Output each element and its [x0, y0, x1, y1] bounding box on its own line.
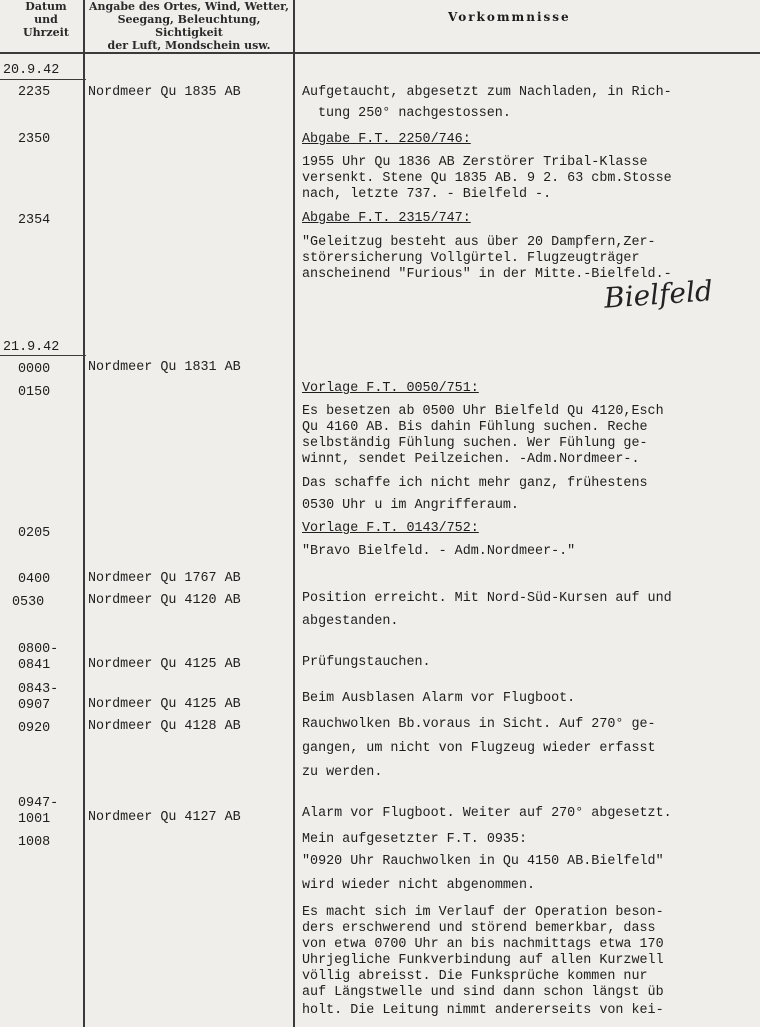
entry-line: tung 250° nachgestossen.: [318, 106, 511, 121]
date-label: 21.9.42: [3, 340, 60, 355]
entry-line: Mein aufgesetzter F.T. 0935:: [302, 832, 527, 847]
header-date-time: Datum und Uhrzeit: [23, 0, 69, 39]
entry-line: winnt, sendet Peilzeichen. -Adm.Nordmeer-.: [302, 452, 640, 467]
entry-time: 0530: [12, 595, 45, 610]
entry-line: Es besetzen ab 0500 Uhr Bielfeld Qu 4120,Esch: [302, 404, 664, 419]
entry-time: 0000: [18, 362, 51, 377]
entry-line: auf Längstwelle und sind dann schon längst üb: [302, 985, 664, 1000]
entry-location: Nordmeer Qu 1835 AB: [88, 85, 241, 100]
entry-line: selbständig Fühlung suchen. Wer Fühlung ge-: [302, 436, 648, 451]
column-rule-2: [293, 0, 295, 1027]
entry-line: 0530 Uhr u im Angrifferaum.: [302, 498, 519, 513]
entry-location: Nordmeer Qu 4127 AB: [88, 810, 241, 825]
entry-line: versenkt. Stene Qu 1835 AB. 9 2. 63 cbm.Stosse: [302, 171, 672, 186]
entry-line: störersicherung Vollgürtel. Flugzeugträger: [302, 251, 640, 266]
entry-time: 0947-: [18, 796, 59, 811]
entry-line: nach, letzte 737. - Bielfeld -.: [302, 187, 552, 202]
entry-line: holt. Die Leitung nimmt andererseits von kei-: [302, 1003, 664, 1018]
header-location: Angabe des Ortes, Wind, Wetter, Seegang, Beleuchtung, Sichtigkeit der Luft, Mondschein usw.: [88, 0, 290, 52]
entry-location: Nordmeer Qu 4125 AB: [88, 657, 241, 672]
date-rule-1: [0, 79, 86, 80]
entry-line: wird wieder nicht abgenommen.: [302, 878, 536, 893]
entry-location: Nordmeer Qu 4125 AB: [88, 697, 241, 712]
entry-time: 2354: [18, 213, 51, 228]
entry-line: Alarm vor Flugboot. Weiter auf 270° abgesetzt.: [302, 806, 672, 821]
entry-line: Es macht sich im Verlauf der Operation beson-: [302, 905, 664, 920]
entry-time: 2350: [18, 132, 51, 147]
entry-line: anscheinend "Furious" in der Mitte.-Bielfeld.-: [302, 267, 672, 282]
entry-line: Aufgetaucht, abgesetzt zum Nachladen, in Rich-: [302, 85, 672, 100]
entry-line: 1955 Uhr Qu 1836 AB Zerstörer Tribal-Klasse: [302, 155, 648, 170]
entry-time: 0150: [18, 385, 51, 400]
entry-location: Nordmeer Qu 1767 AB: [88, 571, 241, 586]
entry-location: Nordmeer Qu 1831 AB: [88, 360, 241, 375]
entry-line: von etwa 0700 Uhr an bis nachmittags etwa 170: [302, 937, 664, 952]
entry-line: Rauchwolken Bb.voraus in Sicht. Auf 270° ge-: [302, 717, 656, 732]
entry-heading: Abgabe F.T. 2250/746:: [302, 132, 471, 147]
entry-line: abgestanden.: [302, 614, 399, 629]
header-events: Vorkommnisse: [448, 10, 571, 24]
entry-line: gangen, um nicht von Flugzeug wieder erfasst: [302, 741, 656, 756]
signature: Bielfeld: [602, 274, 714, 315]
entry-time: 0400: [18, 572, 51, 587]
entry-line: ders erschwerend und störend bemerkbar, dass: [302, 921, 656, 936]
entry-line: "0920 Uhr Rauchwolken in Qu 4150 AB.Bielfeld": [302, 854, 664, 869]
entry-line: Qu 4160 AB. Bis dahin Fühlung suchen. Reche: [302, 420, 648, 435]
entry-line: Das schaffe ich nicht mehr ganz, frühestens: [302, 476, 648, 491]
entry-time: 0800-: [18, 642, 59, 657]
entry-line: Prüfungstauchen.: [302, 655, 431, 670]
entry-line: Uhrjegliche Funkverbindung auf allen Kurzwell: [302, 953, 664, 968]
entry-time: 0205: [18, 526, 51, 541]
entry-line: Beim Ausblasen Alarm vor Flugboot.: [302, 691, 576, 706]
entry-line: zu werden.: [302, 765, 383, 780]
entry-line: "Geleitzug besteht aus über 20 Dampfern,Zer-: [302, 235, 656, 250]
entry-time: 1008: [18, 835, 51, 850]
entry-location: Nordmeer Qu 4128 AB: [88, 719, 241, 734]
entry-time: 0843-: [18, 682, 59, 697]
date-label: 20.9.42: [3, 63, 60, 78]
entry-line: "Bravo Bielfeld. - Adm.Nordmeer-.": [302, 544, 576, 559]
entry-time-end: 0907: [18, 698, 51, 713]
entry-time-end: 0841: [18, 658, 51, 673]
entry-time-end: 1001: [18, 812, 51, 827]
entry-line: völlig abreisst. Die Funksprüche kommen nur: [302, 969, 648, 984]
entry-location: Nordmeer Qu 4120 AB: [88, 593, 241, 608]
entry-line: Position erreicht. Mit Nord-Süd-Kursen auf und: [302, 591, 672, 606]
entry-time: 2235: [18, 85, 51, 100]
entry-heading: Vorlage F.T. 0143/752:: [302, 521, 479, 536]
column-rule-1: [83, 0, 85, 1027]
entry-heading: Abgabe F.T. 2315/747:: [302, 211, 471, 226]
entry-time: 0920: [18, 721, 51, 736]
entry-heading: Vorlage F.T. 0050/751:: [302, 381, 479, 396]
header-rule: [0, 52, 760, 54]
